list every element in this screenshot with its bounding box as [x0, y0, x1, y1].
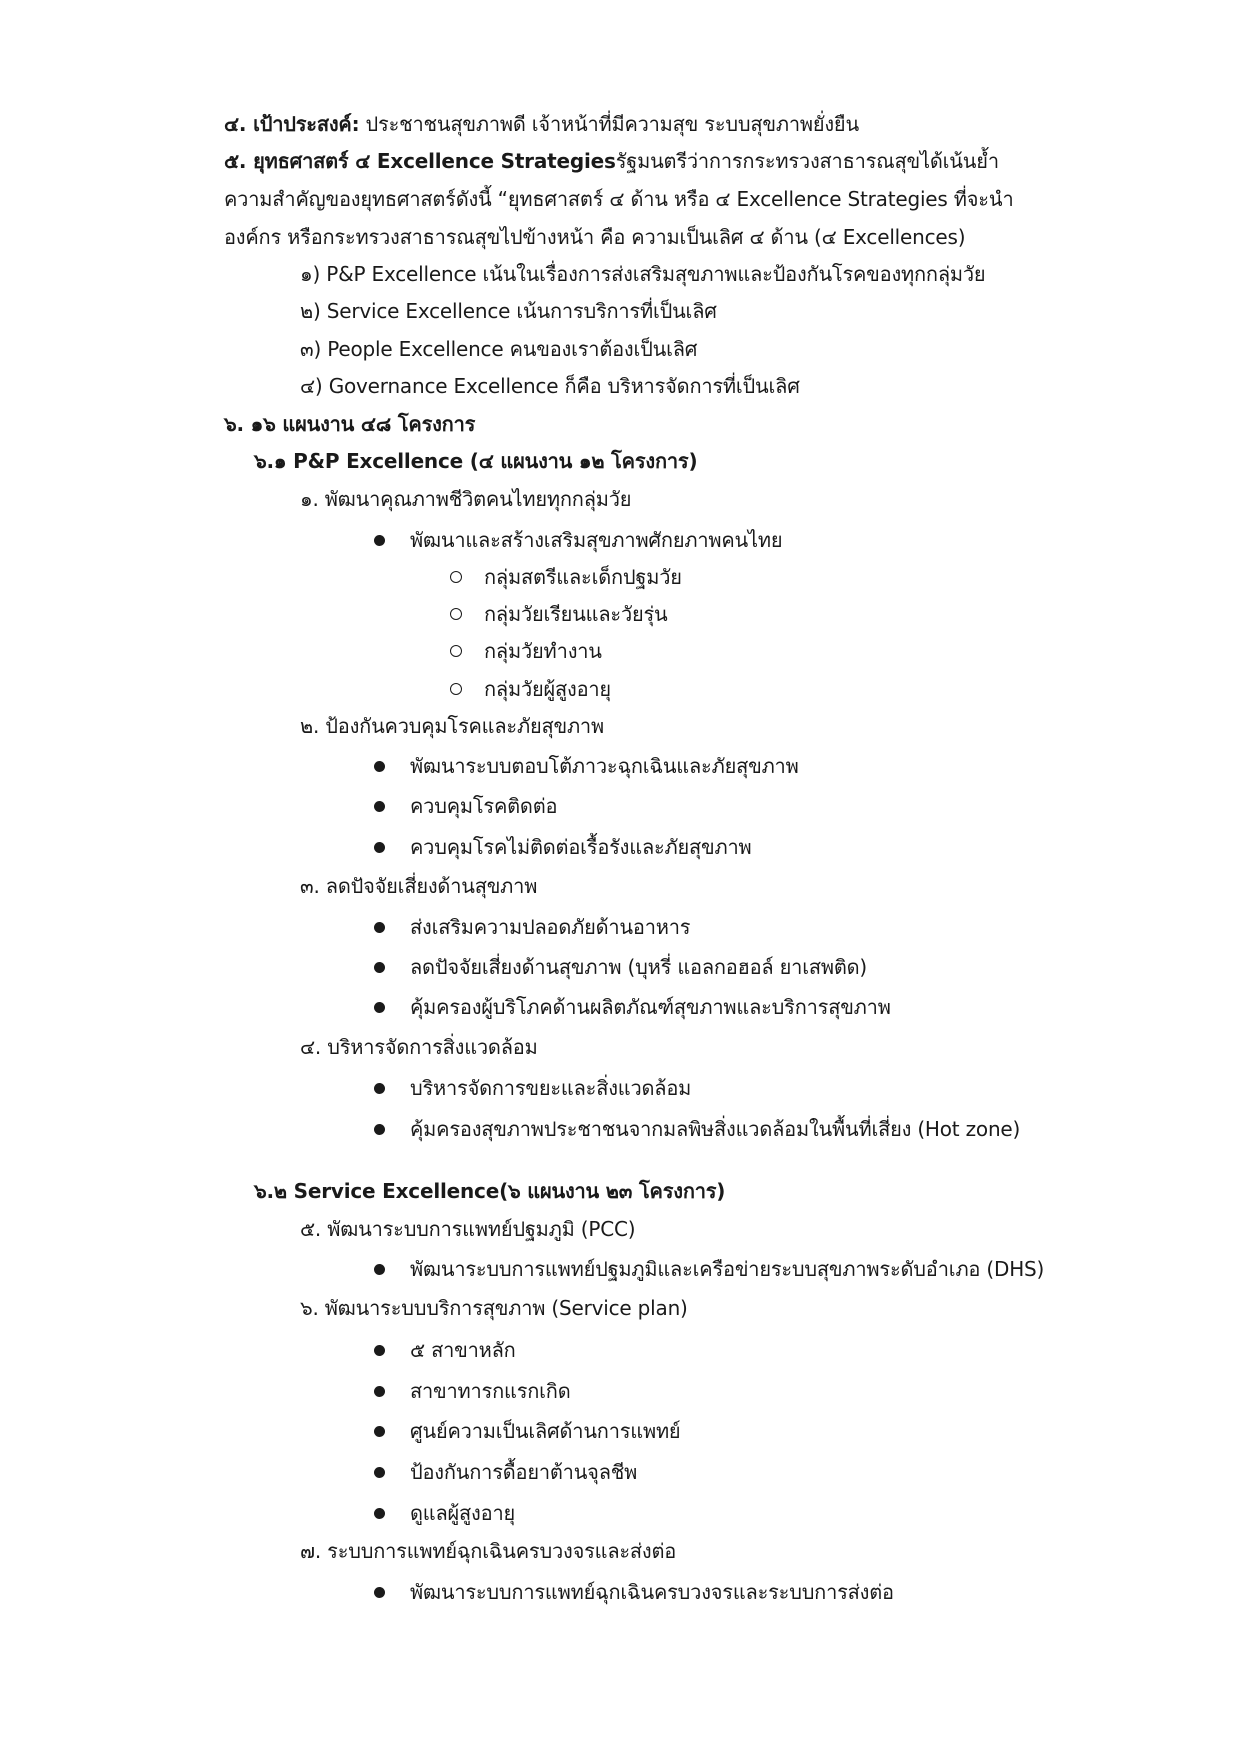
bullet-icon — [374, 1002, 385, 1013]
bullet-icon — [374, 801, 385, 812]
project-item: ลดปัจจัยเสี่ยงด้านสุขภาพ (บุหรี่ แอลกอฮอล์ ยาเสพติด) — [410, 955, 867, 979]
project-item: พัฒนาและสร้างเสริมสุขภาพศักยภาพคนไทย — [410, 528, 783, 552]
section-5-line-2: ความสำคัญของยุทธศาสตร์ดังนี้ “ยุทธศาสตร์ ๔ ด้าน หรือ ๔ Excellence Strategies ที่จะนำ — [224, 187, 1014, 211]
plan-4: ๔. บริหารจัดการสิ่งแวดล้อม — [300, 1035, 538, 1059]
section-5-heading: ๕. ยุทธศาสตร์ ๔ Excellence Strategies — [224, 149, 616, 173]
circle-bullet-icon — [450, 571, 462, 583]
target-group-item: กลุ่มวัยเรียนและวัยรุ่น — [484, 602, 668, 626]
bullet-icon — [374, 922, 385, 933]
bullet-icon — [374, 1124, 385, 1135]
bullet-icon — [374, 842, 385, 853]
target-group-item: กลุ่มวัยผู้สูงอายุ — [484, 677, 611, 701]
circle-bullet-icon — [450, 683, 462, 695]
project-item: สาขาทารกแรกเกิด — [410, 1379, 571, 1403]
project-item: ดูแลผู้สูงอายุ — [410, 1501, 515, 1525]
project-item: ศูนย์ความเป็นเลิศด้านการแพทย์ — [410, 1419, 681, 1443]
project-item: พัฒนาระบบการแพทย์ปฐมภูมิและเครือข่ายระบบสุขภาพระดับอำเภอ (DHS) — [410, 1257, 1045, 1281]
project-item: พัฒนาระบบตอบโต้ภาวะฉุกเฉินและภัยสุขภาพ — [410, 754, 799, 778]
strategy-item: ๒) Service Excellence เน้นการบริการที่เป็นเลิศ — [300, 299, 717, 323]
circle-bullet-icon — [450, 645, 462, 657]
section-4-text: ประชาชนสุขภาพดี เจ้าหน้าที่มีความสุข ระบบสุขภาพยั่งยืน — [359, 112, 859, 136]
section-4-heading: ๔. เป้าประสงค์: — [224, 112, 360, 136]
section-5-line-3: องค์กร หรือกระทรวงสาธารณสุขไปข้างหน้า คือ ความเป็นเลิศ ๔ ด้าน (๔ Excellences) — [224, 225, 966, 249]
plan-2: ๒. ป้องกันควบคุมโรคและภัยสุขภาพ — [300, 714, 604, 738]
subsection-6-1-heading: ๖.๑ P&P Excellence (๔ แผนงาน ๑๒ โครงการ) — [254, 449, 698, 473]
target-group-item: กลุ่มวัยทำงาน — [484, 639, 602, 663]
bullet-icon — [374, 761, 385, 772]
section-4-goal — [224, 111, 859, 137]
project-item: บริหารจัดการขยะและสิ่งแวดล้อม — [410, 1076, 692, 1100]
project-item: ส่งเสริมความปลอดภัยด้านอาหาร — [410, 915, 691, 939]
bullet-icon — [374, 1587, 385, 1598]
target-group-item: กลุ่มสตรีและเด็กปฐมวัย — [484, 565, 682, 589]
project-item: คุ้มครองสุขภาพประชาชนจากมลพิษสิ่งแวดล้อมในพื้นที่เสี่ยง (Hot zone) — [410, 1117, 1021, 1141]
plan-7: ๗. ระบบการแพทย์ฉุกเฉินครบวงจรและส่งต่อ — [300, 1539, 677, 1563]
plan-5: ๕. พัฒนาระบบการแพทย์ปฐมภูมิ (PCC) — [300, 1217, 636, 1241]
project-item: ป้องกันการดื้อยาต้านจุลชีพ — [410, 1460, 638, 1484]
plan-6: ๖. พัฒนาระบบบริการสุขภาพ (Service plan) — [300, 1296, 688, 1320]
bullet-icon — [374, 1426, 385, 1437]
section-5-line-1-rest: รัฐมนตรีว่าการกระทรวงสาธารณสุขได้เน้นย้ำ — [615, 149, 999, 173]
bullet-icon — [374, 962, 385, 973]
bullet-icon — [374, 1386, 385, 1397]
strategy-item: ๔) Governance Excellence ก็คือ บริหารจัดการที่เป็นเลิศ — [300, 374, 800, 398]
subsection-6-2-heading: ๖.๒ Service Excellence(๖ แผนงาน ๒๓ โครงการ) — [254, 1179, 726, 1203]
section-6-heading: ๖. ๑๖ แผนงาน ๔๘ โครงการ — [224, 412, 476, 436]
bullet-icon — [374, 1264, 385, 1275]
project-item: ควบคุมโรคไม่ติดต่อเรื้อรังและภัยสุขภาพ — [410, 835, 752, 859]
strategy-item: ๑) P&P Excellence เน้นในเรื่องการส่งเสริมสุขภาพและป้องกันโรคของทุกกลุ่มวัย — [300, 262, 986, 286]
bullet-icon — [374, 535, 385, 546]
circle-bullet-icon — [450, 608, 462, 620]
project-item: พัฒนาระบบการแพทย์ฉุกเฉินครบวงจรและระบบการส่งต่อ — [410, 1580, 894, 1604]
project-item: ควบคุมโรคติดต่อ — [410, 794, 558, 818]
strategy-item: ๓) People Excellence คนของเราต้องเป็นเลิศ — [300, 337, 698, 361]
plan-3: ๓. ลดปัจจัยเสี่ยงด้านสุขภาพ — [300, 874, 538, 898]
bullet-icon — [374, 1467, 385, 1478]
project-item: คุ้มครองผู้บริโภคด้านผลิตภัณฑ์สุขภาพและบริการสุขภาพ — [410, 995, 891, 1019]
bullet-icon — [374, 1083, 385, 1094]
project-item: ๕ สาขาหลัก — [410, 1338, 516, 1362]
plan-1: ๑. พัฒนาคุณภาพชีวิตคนไทยทุกกลุ่มวัย — [300, 487, 632, 511]
section-5-line-1 — [224, 148, 999, 174]
bullet-icon — [374, 1345, 385, 1356]
bullet-icon — [374, 1508, 385, 1519]
